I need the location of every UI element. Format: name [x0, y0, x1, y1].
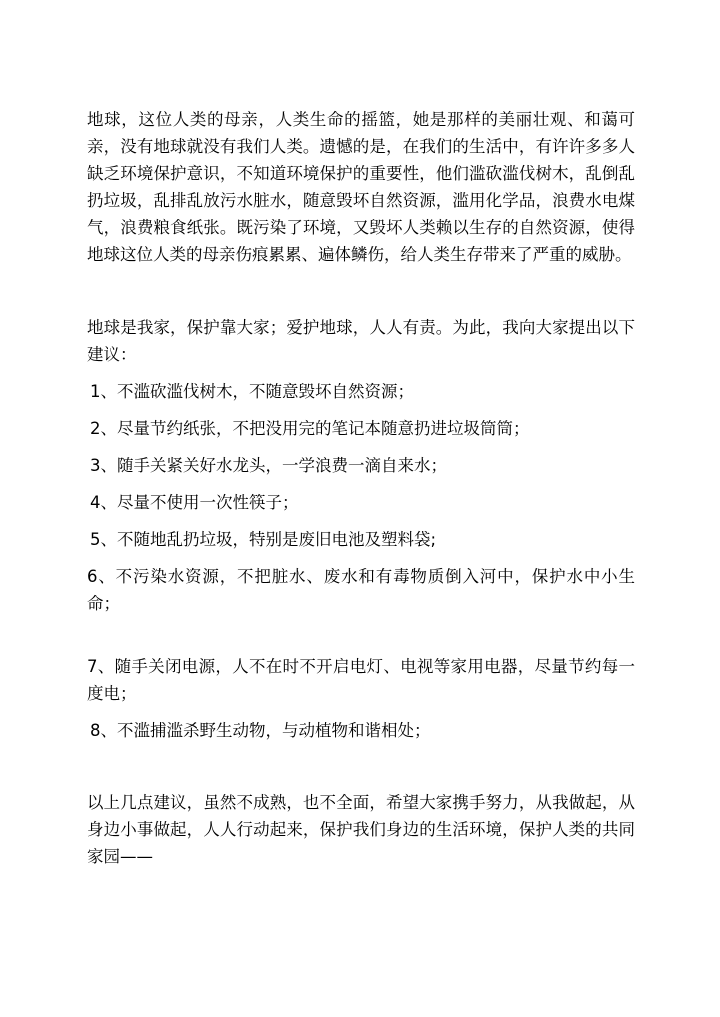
suggestion-item-3: 3、随手关紧关好水龙头，一学浪费一滴自来水；: [90, 456, 447, 475]
suggestion-item-2: 2、尽量节约纸张，不把没用完的笔记本随意扔进垃圾筒筒；: [90, 419, 530, 438]
suggestion-item-5: 5、不随地乱扔垃圾，特别是废旧电池及塑料袋;: [90, 530, 437, 549]
intro-paragraph: 地球，这位人类的母亲，人类生命的摇篮，她是那样的美丽壮观、和蔼可亲，没有地球就没有我们人类。遗憾的是，在我们的生活中，有许许多多人缺乏环境保护意识，不知道环境保护的重要性，他们滥砍滥伐树木，乱倒乱扔垃圾，乱排乱放污水脏水，随意毁坏自然资源，滥用化学品，浪费水电煤气，浪费粮食纸张。既污染了环境，又毁坏人类赖以生存的自然资源，使得地球这位人类的母亲伤痕累累、遍体鳞伤，给人类生存带来了严重的威胁。: [87, 110, 635, 264]
suggestion-item-8: 8、不滥捕滥杀野生动物，与动植物和谐相处；: [90, 721, 431, 740]
call-paragraph: 地球是我家，保护靠大家；爱护地球，人人有责。为此，我向大家提出以下建议：: [87, 318, 635, 364]
suggestion-item-1: 1、不滥砍滥伐树木，不随意毁坏自然资源；: [90, 382, 414, 401]
document-body: [87, 106, 635, 870]
suggestion-item-6: 6、不污染水资源，不把脏水、废水和有毒物质倒入河中，保护水中小生命；: [87, 567, 635, 613]
suggestion-item-7: 7、随手关闭电源，人不在时不开启电灯、电视等家用电器，尽量节约每一度电；: [87, 657, 635, 703]
suggestion-item-4: 4、尽量不使用一次性筷子；: [90, 493, 299, 512]
closing-paragraph: 以上几点建议，虽然不成熟，也不全面，希望大家携手努力，从我做起，从身边小事做起，人人行动起来，保护我们身边的生活环境，保护人类的共同家园——: [87, 793, 635, 866]
